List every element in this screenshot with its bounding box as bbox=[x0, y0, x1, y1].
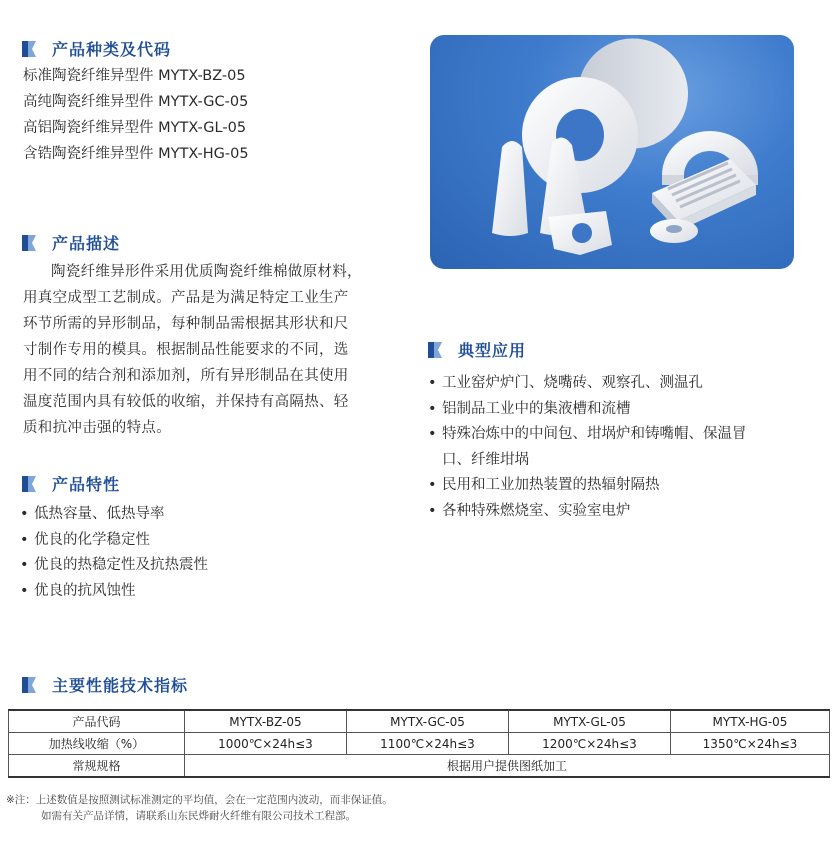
table-cell: MYTX-GC-05 bbox=[347, 710, 509, 733]
table-row bbox=[9, 733, 830, 755]
product-photo bbox=[430, 35, 794, 269]
flag-icon bbox=[22, 677, 36, 693]
feature-item: • 优良的抗风蚀性 bbox=[20, 579, 208, 605]
flag-icon bbox=[428, 342, 442, 358]
description-line: 用不同的结合剂和添加剂，所有异形制品在其使用 bbox=[23, 368, 349, 384]
description-line: 陶瓷纤维异形件采用优质陶瓷纤维棉做原材料， bbox=[51, 264, 362, 280]
type-item: 高纯陶瓷纤维异型件 MYTX-GC-05 bbox=[23, 94, 249, 110]
flag-icon bbox=[22, 476, 36, 492]
flag-icon bbox=[22, 41, 36, 57]
specs-title: 主要性能技术指标 bbox=[52, 676, 189, 695]
section-title-features bbox=[22, 472, 120, 495]
table-row bbox=[9, 755, 830, 778]
footnote-contact: 如需有关产品详情，请联系山东民烨耐火纤维有限公司技术工程部。 bbox=[41, 810, 356, 822]
description-title: 产品描述 bbox=[52, 234, 121, 253]
description-line: 环节所需的异形制品，每种制品需根据其形状和尺 bbox=[23, 316, 349, 332]
application-item: • 特殊冶炼中的中间包、坩埚炉和铸嘴帽、保温冒 bbox=[428, 422, 747, 448]
description-line: 质和抗冲击强的特点。 bbox=[23, 420, 171, 436]
description-line: 寸制作专用的模具。根据制品性能要求的不同，选 bbox=[23, 342, 349, 358]
feature-item: • 优良的热稳定性及抗热震性 bbox=[20, 553, 208, 579]
table-cell: MYTX-HG-05 bbox=[671, 710, 830, 733]
applications-list bbox=[428, 371, 747, 524]
ceramic-parts-illustration bbox=[430, 35, 794, 269]
table-cell: MYTX-GL-05 bbox=[509, 710, 671, 733]
type-item: 标准陶瓷纤维异型件 MYTX-BZ-05 bbox=[23, 68, 246, 84]
types-title: 产品种类及代码 bbox=[52, 40, 172, 59]
table-cell: 1200℃×24h≤3 bbox=[509, 733, 671, 755]
table-cell: 根据用户提供图纸加工 bbox=[185, 755, 830, 778]
specs-table bbox=[8, 709, 830, 778]
application-item: • 各种特殊燃烧室、实验室电炉 bbox=[428, 499, 747, 525]
application-item-continued: 口、纤维坩埚 bbox=[442, 451, 529, 468]
flag-icon bbox=[22, 235, 36, 251]
table-cell: MYTX-BZ-05 bbox=[185, 710, 347, 733]
section-title-description bbox=[22, 231, 120, 254]
section-title-applications bbox=[428, 338, 526, 361]
feature-item: • 低热容量、低热导率 bbox=[20, 502, 208, 528]
table-cell: 1100℃×24h≤3 bbox=[347, 733, 509, 755]
table-cell: 1350℃×24h≤3 bbox=[671, 733, 830, 755]
type-item: 高铝陶瓷纤维异型件 MYTX-GL-05 bbox=[23, 120, 247, 136]
description-line: 温度范围内具有较低的收缩，并保持有高隔热、轻 bbox=[23, 394, 349, 410]
table-cell: 1000℃×24h≤3 bbox=[185, 733, 347, 755]
feature-item: • 优良的化学稳定性 bbox=[20, 528, 208, 554]
application-item: • 民用和工业加热装置的热辐射隔热 bbox=[428, 473, 747, 499]
table-cell: 产品代码 bbox=[9, 710, 185, 733]
table-row bbox=[9, 710, 830, 733]
applications-title: 典型应用 bbox=[458, 341, 527, 360]
features-title: 产品特性 bbox=[52, 475, 121, 494]
type-item: 含锆陶瓷纤维异型件 MYTX-HG-05 bbox=[23, 146, 249, 162]
description-paragraph bbox=[23, 259, 362, 441]
application-item: • 工业窑炉炉门、烧嘴砖、观察孔、测温孔 bbox=[428, 371, 747, 397]
table-cell: 常规规格 bbox=[9, 755, 185, 778]
features-list bbox=[20, 502, 208, 604]
footnote: ※注：上述数值是按照测试标准测定的平均值，会在一定范围内波动，而非保证值。 bbox=[6, 794, 393, 806]
section-title-specs bbox=[22, 673, 188, 696]
table-cell: 加热线收缩（%） bbox=[9, 733, 185, 755]
application-item: • 铝制品工业中的集液槽和流槽 bbox=[428, 397, 747, 423]
description-line: 用真空成型工艺制成。产品是为满足特定工业生产 bbox=[23, 290, 349, 306]
section-title-types bbox=[22, 37, 171, 60]
